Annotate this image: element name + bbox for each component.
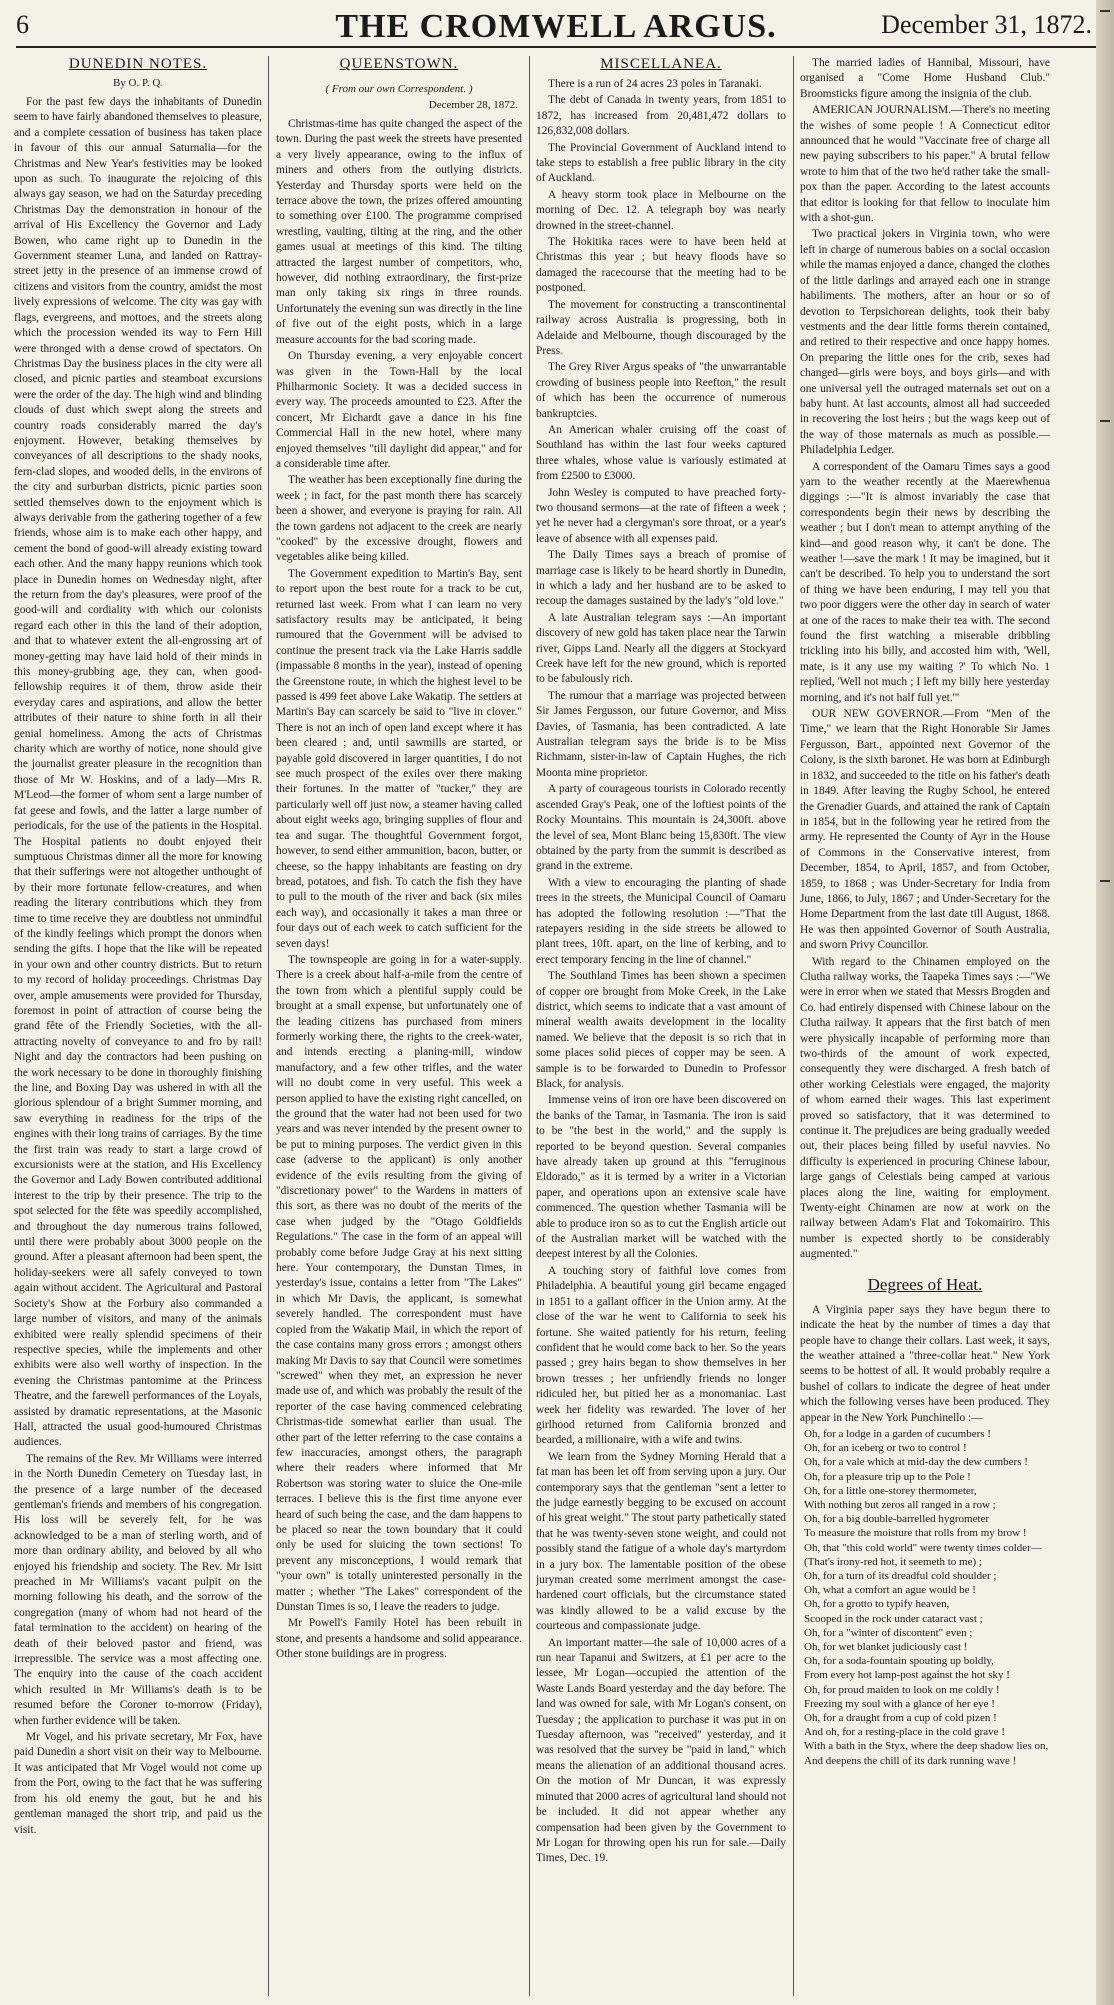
paragraph: The rumour that a marriage was projected between Sir James Fergusson, our future Governor, and Miss Davies, of Tasmania, has been contradicted. A late Australian telegram says the bride is to be Miss Richmann, sister-in-law of Captain Hughes, the rich Moonta mine proprietor. (536, 689, 786, 779)
paragraph: The debt of Canada in twenty years, from 1851 to 1872, has increased from 20,481,472 dollars to 126,832,008 dollars. (536, 94, 786, 138)
poem-line: With a bath in the Styx, where the deep shadow lies on, (804, 1740, 1049, 1753)
column-miscellanea (536, 56, 786, 1996)
paragraph: The Grey River Argus speaks of "the unwarrantable crowding of business people into Reefton," the result of which has been the occurrence of numerous bankruptcies. (536, 361, 786, 420)
paragraph: For the past few days the inhabitants of Dunedin seem to have fairly abandoned themselves to pleasure, and a complete cessation of business has taken place in favour of this our annual Saturnalia—for the Christmas and New Year's festivities may be looked upon as such. To inaugurate the rejoicing of this always gay season, we had on the Saturday preceding Christmas Day the demonstration in honour of the arrival of His Excellency the Governor and Lady Bowen, who came right up to Dunedin in the Government steamer Luna, and landed on Rattray-street jetty in the presence of an immense crowd of citizens and visitors from the country, amidst the most lively expressions of welcome. The city was gay with flags, evergreens, and mottoes, and the streets along which the procession wended its way to Fern Hill were thronged with a dense crowd of spectators. On Christmas Day the business places in the city were all closed, and picnic parties and steamboat excursions were the order of the day. The high wind and blinding clouds of dust which swept along the streets and country roads considerably marred the day's enjoyment. However, betaking themselves by conveyances of all descriptions to the shady nooks, fern-clad slopes, and wooded dells, in the environs of the city and surburban districts, picnic parties soon settled themselves down to the enjoyment which is always derivable from the gathering together of a few friends, whose aim is to make each other happy, and cement the bond of good-will already existing toward each other. And the many happy reunions which took place in Dunedin homes on Wednesday night, after the return from the day's pleasures, were proof of the good-will and cordiality with which our colonists regard each other in this the land of their adoption, and that to whatever extent the all-engrossing art of money-getting may have laid hold of their minds in this money-grubbing age, they can, when good-fellowship requires it of them, throw aside their everyday cares and aspirations, and allow the better attributes of their nature to shine forth in all their genial homeliness. Among the acts of Christmas charity which are worthy of notice, none should give the journalist greater pleasure in the recognition than those of Mr W. Hoskins, and of a lady—Mrs R. M'Leod—the former of whom sent a large number of fat geese and fowls, and the latter a large number of periodicals, for the use of the patients in the Hospital. The Hospital patients no doubt enjoyed their sumptuous Christmas dinner all the more for knowing that their sufferings were not altogether unthought of by their more fortunate fellow-creatures, and when reading the literary contributions which they from time to time receive they are doubtless not unmindful of the kindly feelings which prompt the donors when sending the gifts. I hope that the like will be repeated in your own and other country districts. But to return to my record of holiday proceedings. Christmas Day over, ample amusements were provided for Thursday, foremost in point of attraction of course being the grand fête of the Friendly Societies, with the all-attracting novelty of conveyance to and fro by rail! Night and day the contractors had been pushing on the work necessary to be done in thoroughly finishing the line, and Boxing Day was ushered in with all the glorious splendour of a bright Summer morning, and saw everything in readiness for the trips of the engines with their long trains of carriages. By the time the first train was ready to start a large crowd of excursionists were at the station, and His Excellency the Governor and Lady Bowen contributed additional interest to the trip by their presence. The trip to the spot selected for the fête was speedily accomplished, and throughout the day numerous trains followed, until there were probably about 3000 people on the ground. After a pleasant afternoon had been spent, the holiday-seekers were all safely conveyed to town again without accident. The Agricultural and Pastoral Society's Show at the Forbury also commanded a large number of visitors, and many of the animals exhibited were really splendid specimens of their respective species, while the implements and other exhibits were also well worthy of inspection. In the evening the Christmas pantomime at the Princess Theatre, and the farewell performances of the Loyals, assisted by dramatic representations, at the Masonic Hall, attracted the usual good-humoured Christmas audiences. (14, 96, 262, 1449)
paragraph: The married ladies of Hannibal, Missouri, have organised a "Come Home Husband Club." Broomsticks figure among the insignia of the club. (800, 57, 1050, 100)
poem-line: Oh, for an iceberg or two to control ! (804, 1442, 967, 1455)
column-rule (793, 56, 794, 1996)
article-title: QUEENSTOWN. (339, 56, 459, 72)
article-body (276, 117, 522, 1663)
poem-line: Oh, for a soda-fountain spouting up boldly, (804, 1655, 994, 1668)
paragraph: Immense veins of iron ore have been discovered on the banks of the Tamar, in Tasmania. The iron is said to be "the best in the world," and the supply is reported to be beyond question. Several companies have already taken up ground at this "ferruginous Eldorado," as it is termed by a writer in a Victorian paper, and operations upon an extensive scale have commenced. The question whether Tasmania will be able to produce iron so as to cut the English article out of the Australian market will be watched with the deepest interest by all the Colonies. (536, 1094, 786, 1261)
newspaper-title: THE CROMWELL ARGUS. (335, 8, 777, 45)
poem-line: Oh, for a big double-barrelled hygrometer (804, 1513, 990, 1526)
paragraph: A correspondent of the Oamaru Times says a good yarn to the weather recently at the Maerewhenua diggings :—"It is almost invariably the case that correspondents begin their news by describing the weather ; but I don't mean to attempt anything of the kind—and good reason why, it can't be done. The weather !—save the mark ! It may be imagined, but it can't be described. To help you to understand the sort of thing we have been enduring, I may tell you that two poor diggers were the other day in search of water at one of the races to make their tea with. The second found the first watching a miserable dribbling trickling into his billy, and accosted him with, 'Well, mate, is it any use my waiting ?' To which No. 1 replied, 'Well not much ; I left my billy here yesterday morning, and it's not half full yet.'" (800, 460, 1050, 704)
article-body (536, 77, 786, 1867)
poem-line: Oh, for a "winter of discontent" even ; (804, 1626, 973, 1639)
paragraph: With a view to encouraging the planting of shade trees in the streets, the Municipal Council of Oamaru has adopted the following resolution :—"That the ratepayers residing in the side streets be allowed to plant trees, 10ft. apart, on the line of kerbing, and to erect temporary fencing in the line of channel." (536, 876, 786, 966)
poem-line: And oh, for a resting-place in the cold grave ! (804, 1726, 1005, 1739)
poem-line: Oh, for a pleasure trip up to the Pole ! (804, 1470, 971, 1483)
page-edge-mark (1100, 10, 1110, 12)
poem-line: (That's irony-red hot, it seemeth to me) ; (804, 1555, 982, 1568)
dateline: December 28, 1872. (428, 99, 518, 111)
paragraph: An American whaler cruising off the coast of Southland has within the last four weeks captured three whales, whose value is variously estimated at from £2500 to £3000. (536, 423, 786, 483)
poem-line: Oh, that "this cold world" were twenty times colder— (804, 1541, 1042, 1554)
poem (800, 1427, 1050, 1768)
paragraph: There is a run of 24 acres 23 poles in Taranaki. (548, 78, 762, 90)
column-dunedin-notes (14, 56, 262, 1996)
paragraph: The Hokitika races were to have been held at Christmas this year ; but heavy floods have so damaged the racecourse that the meeting had to be postponed. (536, 236, 786, 295)
paragraph: The townspeople are going in for a water-supply. There is a creek about half-a-mile from the centre of the town from which a plentiful supply could be brought at a small expense, but unfortunately one of the leading citizens has purchased from miners formerly working there, the rights to the creek-water, and intends erecting a planing-mill, window manufactory, and a few other trifles, and the water will no doubt come in very useful. This week a person applied to have the existing right cancelled, on the ground that the water had not been used for two years and was never intended by the present owner to be put to mining purposes. The verdict given in this case (adverse to the applicant) is only another evidence of the evils resulting from the giving of "discretionary power" to the Wardens in matters of this sort, as there was no doubt of the merits of the case when judged by the "Otago Goldfields Regulations." The case in the form of an appeal will probably come before Judge Gray at his next sitting here. Your contemporary, the Dunstan Times, in yesterday's issue, contains a letter from "The Lakes" in which Mr Davis, the applicant, is somewhat severely handled. The correspondent must have copied from the Wakatip Mail, in which the report of the case contains many gross errors ; amongst others making Mr Davis to say that Council were sometimes "screwed" when they met, an expression he never made use of, and which was probably the result of the reporter of the case having commenced celebrating Christmas-tide somewhat earlier than usual. The other part of the letter referring to the case contains a few inaccuracies, amongst others, the paragraph where their readers where informed that Mr Robertson was storing water to sluice the One-mile terraces. I believe this is the first time anyone ever heard of such being the case, and the dam happens to be placed so near the town boundary that it could only be used for sluicing the town sections! To prevent any misconceptions, I would remark that "your own" is totally uninterested personally in the matter ; whether "The Lakes" correspondent of the Dunstan Times is so, I leave the readers to judge. (276, 953, 522, 1613)
page-edge-mark (1100, 420, 1110, 422)
paragraph: A Virginia paper says they have begun there to indicate the heat by the number of times a day that people have to change their collars. Last week, it says, the weather attained a "three-collar heat." New York seems to be hottest of all. It would probably require a bushel of collars to indicate the degree of heat under which the following verses have been produced. They appear in the New York Punchinello :— (800, 1303, 1050, 1424)
paragraph: We learn from the Sydney Morning Herald that a fat man has been let off from serving upon a jury. Our contemporary says that the gentleman "sent a letter to the judge earnestly begging to be excused on account of his great weight." The stout party pathetically stated that he was twenty-seven stone weight, and could not possibly stand the fatigue of a whole day's martyrdom in a jury box. The lamentable position of the obese juryman created some merriment amongst the case-hardened court officials, but the circumstance stated was kindly allowed to be a valid excuse by the courteous and compassionate judge. (536, 1450, 786, 1633)
article-title: DUNEDIN NOTES. (68, 56, 208, 72)
poem-line: And deepens the chill of its dark running wave ! (804, 1754, 1017, 1767)
paragraph: Two practical jokers in Virginia town, who were left in charge of numerous babies on a social occasion while the mamas enjoyed a dance, changed the clothes of the little darlings and arrayed each one in strange habiliments. The mothers, after an hour or so of devotion to Terpsichorean delights, took their baby vestments and the dear little forms therein contained, and retired to their respective and once happy homes. On preparing the little ones for the crib, sexes had changed—girls were boys, and boys girls—and with one universal yell the outraged maternals set out on a baby hunt. At last accounts, almost all had succeeded in recovering the lost heirs ; but the wags keep out of the way of those maternals as much as possible.—Philadelphia Ledger. (800, 228, 1050, 457)
article-title: MISCELLANEA. (600, 56, 722, 72)
poem-line: Freezing my soul with a glance of her eye ! (804, 1697, 995, 1710)
article-body (14, 95, 262, 1838)
poem-line: Oh, what a comfort an ague would be ! (804, 1584, 976, 1597)
paragraph: The Government expedition to Martin's Bay, sent to report upon the best route for a track to be cut, returned last week. From what I can learn no very satisfactory results may be anticipated, it being rumoured that the Government will be advised to continue the present track via the Lake Harris saddle (impassable 8 months in the year), instead of opening the Greenstone route, in which the highest level to be passed is 499 feet above Lake Wakatip. The settlers at Martin's Bay can scarcely be said to "live in clover." There is not an inch of open land except where it has been cleared ; and, until sawmills are started, or payable gold discovered in larger quantities, I do not see much prospect of the exiles over there making their fortunes. In the matter of "tucker," they are particularly well off just now, a steamer having called about eight weeks ago, bringing supplies of flour and tea and sugar. The thoughtful Government forgot, however, to send either ammunition, bacon, butter, or cheese, so the happy inhabitants are feasting on dry bread, potatoes, and fish. To catch the fish they have to pull to the mouth of the river and back (six miles each way), and occasionally it takes a man three or four days out of each week to catch sufficient for the seven days! (276, 567, 522, 950)
poem-line: Oh, for a grotto to typify heaven, (804, 1598, 950, 1611)
poem-line: From every hot lamp-post against the hot sky ! (804, 1669, 1010, 1682)
paragraph: A party of courageous tourists in Colorado recently ascended Gray's Peak, one of the loftiest points of the Rocky Mountains. This mountain is 24,300ft. above the level of sea, Mont Blanc being 15,830ft. The view obtained by the party from the summit is described as grand in the extreme. (536, 783, 786, 873)
paragraph: Christmas-time has quite changed the aspect of the town. During the past week the streets have presented a very lively appearance, owing to the influx of miners and others from the outlying districts. Yesterday and Thursday sports were held on the terrace above the town, the prizes offered amounting to something over £100. The programme comprised wrestling, vaulting, tilting at the ring, and the other games usual at meetings of this kind. The tilting attracted the largest number of competitors, who, however, did nothing extraordinary, the first-prize man only taking six rings in three rounds. Unfortunately the evening sun was directly in the line of five out of the eight posts, which in a large measure accounts for the bad scoring made. (276, 118, 522, 346)
paragraph: A heavy storm took place in Melbourne on the morning of Dec. 12. A telegraph boy was nearly drowned in the street-channel. (536, 188, 786, 232)
paragraph: On Thursday evening, a very enjoyable concert was given in the Town-Hall by the local Philharmonic Society. It was a decided success in every way. The proceeds amounted to £23. After the concert, Mr Eichardt gave a dance in his fine Commercial Hall in the new hotel, where many enjoyed themselves "till daylight did appear," and for a considerable time after. (276, 350, 522, 470)
column-rule (529, 56, 530, 1996)
poem-line: Oh, for proud maiden to look on me coldly ! (804, 1683, 1000, 1696)
poem-line: To measure the moisture that rolls from my brow ! (804, 1527, 1027, 1540)
paragraph: A late Australian telegram says :—An important discovery of new gold has taken place near the Tarwin river, Gipps Land. Nearly all the diggers at Stockyard Creek have left for the new ground, which is reported to be fabulously rich. (536, 611, 786, 686)
poem-line: Oh, for a lodge in a garden of cucumbers ! (804, 1427, 991, 1440)
page-edge-mark (1100, 880, 1110, 882)
paragraph: The weather has been exceptionally fine during the week ; in fact, for the past month there has scarcely been a shower, and everyone is praying for rain. All the town gardens not adjacent to the creek are nearly "cooked" by the excessive drought, flowers and vegetables alike being killed. (276, 474, 522, 564)
paragraph: AMERICAN JOURNALISM.—There's no meeting the wishes of some people ! A Connecticut editor announced that he would "Vaccinate free of charge all new paying subscribers to his paper." A brutal fellow wrote to him that of the two he'd rather take the small-pox than the paper. According to the latest accounts that editor is looking for that fellow to inoculate him with a shot-gun. (800, 104, 1050, 225)
section-title-degrees-of-heat: Degrees of Heat. (867, 1274, 983, 1294)
paragraph: John Wesley is computed to have preached forty-two thousand sermons—at the rate of fifteen a week ; yet he never had a clergyman's sore throat, or a year's leave of absence with all expenses paid. (536, 486, 786, 545)
paragraph: An important matter—the sale of 10,000 acres of a run near Tapanui and Switzers, at £1 per acre to the lessee, Mr Logan—occupied the attention of the Waste Lands Board yesterday and the day before. The land was owned for sale, with Mr Logan's consent, on Tuesday ; the application to purchase it was put in on Tuesday afternoon, was "received" yesterday, and it was resolved that the survey be "paid in land," which means the alienation of an additional thousand acres. On the motion of Mr Duncan, it was expressly minuted that 2000 acres of agricultural land should not be included. It did not appear whether any compensation had been given by the Government to Mr Logan for throwing open his run for sale.—Daily Times, Dec. 19. (536, 1636, 786, 1865)
poem-line: With nothing but zeros all ranged in a row ; (804, 1498, 996, 1511)
adjacent-page-edge (1096, 0, 1114, 2005)
paragraph: OUR NEW GOVERNOR.—From "Men of the Time," we learn that the Right Honorable Sir James Fergusson, Bart., appointed next Governor of the Colony, is the sixth baronet. He was born at Edinburgh in 1832, and succeeded to the title on his father's death in 1849. After leaving the Rugby School, he entered the Grenadier Guards, and attained the rank of Captain in 1854, but in the following year he retired from the army. He represented the County of Ayr in the House of Commons in the Conservative interest, from December, 1854, to April, 1857, and from October, 1859, to 1868 ; was Under-Secretary for India from June, 1866, to July, 1867 ; and Under-Secretary for the Home Department from the last date till August, 1868. He was then appointed Governor of South Australia, and sworn Privy Councillor. (800, 708, 1050, 952)
paragraph: Mr Powell's Family Hotel has been rebuilt in stone, and presents a handsome and solid appearance. Other stone buildings are in progress. (276, 1617, 522, 1661)
paragraph: The Provincial Government of Auckland intend to take steps to establish a free public library in the city of Auckland. (536, 141, 786, 185)
poem-line: Scooped in the rock under cataract vast ; (804, 1612, 983, 1625)
article-body (800, 56, 1050, 1263)
heat-intro (800, 1303, 1050, 1426)
paragraph: With regard to the Chinamen employed on the Clutha railway works, the Taapeka Times says :—"We were in error when we stated that Messrs Brogden and Co. had entirely dispensed with Chinese labour on the Clutha railway. It appears that the first batch of men were physically incapable of performing more than two-thirds of the amount of work expected, consequently they were discharged. A fresh batch of other working Celestials were engaged, the majority of whom earned their wages. This last experiment proved so satisfactory, that it was determined to continue it. The prejudices are being gradually weeded out, their places being filled by useful navvies. No difficulty is experienced in procuring Chinese labour, large gangs of Celestials being camped at various places along the line, waiting for employment. Twenty-eight Chinamen are now at work on the railway between Adam's Flat and Tokomairiro. This number is expected shortly to be considerably augmented." (800, 955, 1050, 1261)
paragraph: The Southland Times has been shown a specimen of copper ore brought from Moke Creek, in the Lake district, which seems to indicate that a vast amount of mineral wealth awaits development in the locality named. We believe that the deposit is so rich that in some places solid pieces of copper may be seen. A sample is to be forwarded to Dunedin to Professor Black, for analysis. (536, 970, 786, 1090)
paragraph: Mr Vogel, and his private secretary, Mr Fox, have paid Dunedin a short visit on their way to Melbourne. It was anticipated that Mr Vogel would not come up from the Port, owing to the fact that he was suffering from his old enemy the gout, but he and his gentleman managed the short trip, and paid us the visit. (14, 1731, 262, 1836)
column-four (800, 56, 1050, 1996)
paragraph: The Daily Times says a breach of promise of marriage case is likely to be heard shortly in Dunedin, in which a lady and her husband are to be asked to recoup the damages sustained by the lady's "old love." (536, 549, 786, 608)
issue-date: December 31, 1872. (881, 10, 1092, 39)
poem-line: Oh, for a vale which at mid-day the dew cumbers ! (804, 1456, 1028, 1469)
paragraph: The remains of the Rev. Mr Williams were interred in the North Dunedin Cemetery on Tuesday last, in the presence of a large number of the deceased gentleman's friends and members of his congregation. His loss will be severely felt, for he was acknowledged to be a man of sterling worth, and of more than ordinary ability, and beloved by all who enjoyed his friendship and society. The Rev. Mr Isitt preached in Mr Williams's vacant pulpit on the morning following his death, and the sorrow of the congregation (many of whom had not heard of the fatal termination to the accident) on hearing of the death of their beloved pastor and friend, was irrepressible. The service was a most affecting one. The enquiry into the cause of the coach accident which resulted in Mr Williams's death is to be resumed before the Coroner to-morrow (Friday), when further evidence will be taken. (14, 1452, 262, 1727)
page-number: 6 (16, 10, 29, 39)
paragraph: The movement for constructing a transcontinental railway across Australia is progressing, both in Adelaide and Melbourne, though discouraged by the Press. (536, 298, 786, 357)
poem-line: Oh, for wet blanket judiciously cast ! (804, 1640, 968, 1653)
poem-line: Oh, for a turn of its dreadful cold shoulder ; (804, 1569, 997, 1582)
correspondent-note: ( From our own Correspondent. ) (325, 83, 473, 95)
column-rule (268, 56, 269, 1996)
column-queenstown (276, 56, 522, 1996)
paragraph: A touching story of faithful love comes from Philadelphia. A beautiful young girl became engaged in 1851 to a gallant officer in the Union army. At the close of the war he went to California to seek his fortune. She waited patiently for his return, feeling confident that he would come back to her. So the years passed ; grey hairs began to show themselves in her brown tresses ; her unfriendly friends no longer ridiculed her, but pitied her as a monomaniac. Last week her fidelity was rewarded. The lover of her girlhood returned from California bronzed and bearded, a millionaire, with a wife and twins. (536, 1264, 786, 1447)
byline: By O. P. Q. (112, 77, 164, 89)
poem-line: Oh, for a little one-storey thermometer, (804, 1484, 977, 1497)
masthead (16, 6, 1096, 48)
poem-line: Oh, for a draught from a cup of cold pizen ! (804, 1712, 997, 1724)
